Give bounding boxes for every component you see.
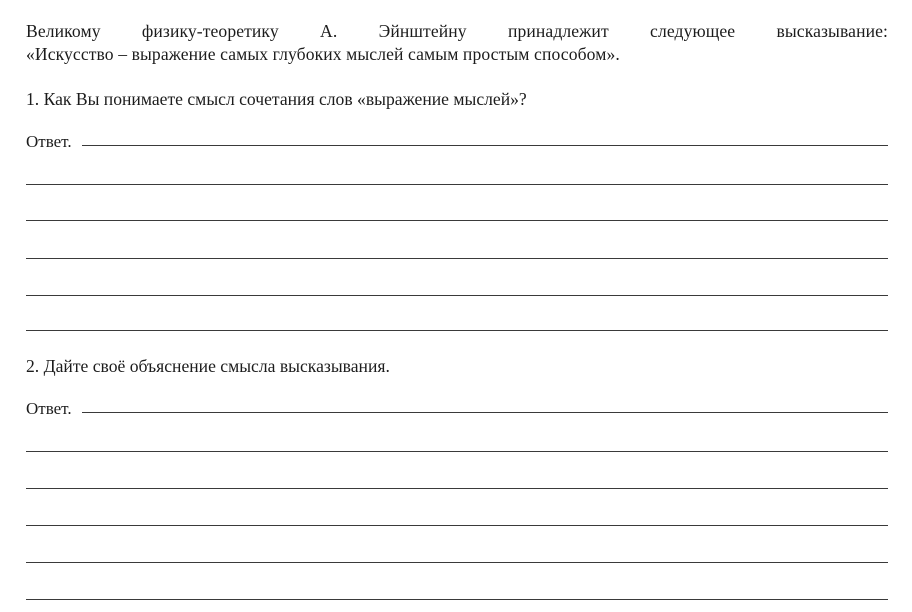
answer-line[interactable] xyxy=(26,220,888,221)
question-1: 1. Как Вы понимаете смысл сочетания слов «выражение мыслей»? xyxy=(26,89,527,109)
intro-line-2: «Искусство – выражение самых глубоких мыслей самым простым способом». xyxy=(26,44,620,64)
intro-line-1: Великому физику-теоретику А. Эйнштейну принадлежит следующее высказывание: xyxy=(26,21,888,41)
answer-label-2: Ответ. xyxy=(26,399,72,418)
answer-line[interactable] xyxy=(82,145,888,146)
answer-line[interactable] xyxy=(26,525,888,526)
answer-line[interactable] xyxy=(26,562,888,563)
answer-line[interactable] xyxy=(26,295,888,296)
answer-line[interactable] xyxy=(26,258,888,259)
question-2: 2. Дайте своё объяснение смысла высказывания. xyxy=(26,356,390,376)
answer-line[interactable] xyxy=(26,330,888,331)
answer-row-2[interactable] xyxy=(26,395,888,419)
answer-line[interactable] xyxy=(82,412,888,413)
answer-label-1: Ответ. xyxy=(26,132,72,151)
answer-line[interactable] xyxy=(26,599,888,600)
answer-line[interactable] xyxy=(26,184,888,185)
answer-line[interactable] xyxy=(26,451,888,452)
answer-row-1[interactable] xyxy=(26,128,888,152)
intro-paragraph xyxy=(26,20,888,66)
answer-line[interactable] xyxy=(26,488,888,489)
